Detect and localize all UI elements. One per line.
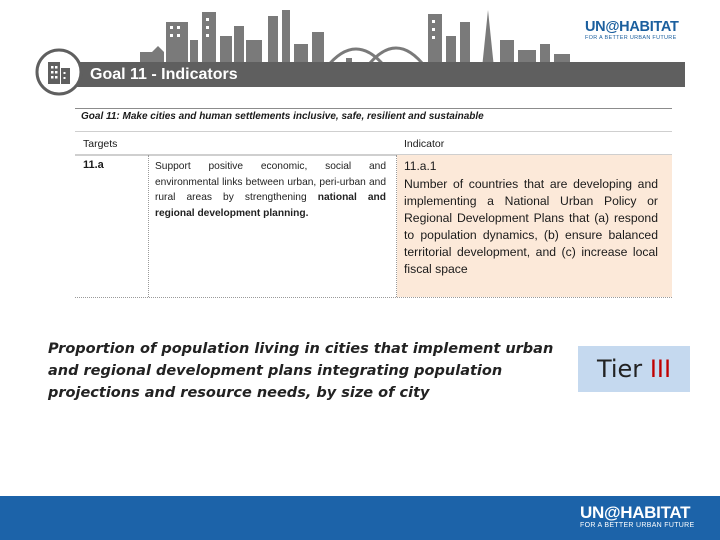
column-separator: [148, 155, 149, 297]
target-text: Support positive economic, social and environmental links between urban, peri-urban and rural areas by strengthening: [155, 161, 386, 203]
table-bottom-border: [75, 297, 672, 298]
indicator-id: 11.a.1: [404, 159, 437, 173]
column-header-targets: Targets: [83, 138, 118, 150]
footer-logo-tagline: FOR A BETTER URBAN FUTURE: [580, 522, 695, 529]
target-id: 11.a: [83, 159, 104, 171]
proportion-statement: Proportion of population living in cities that implement urban and regional development plans integrating population projections and resource needs, by size of city: [48, 341, 554, 401]
target-text-emphasis: national and regional development planning.: [155, 192, 386, 219]
target-description: [155, 159, 386, 221]
footer-logo-name: UN@HABITAT: [580, 503, 691, 522]
logo-tagline: FOR A BETTER URBAN FUTURE: [585, 35, 677, 41]
column-header-indicator: Indicator: [404, 138, 445, 150]
un-habitat-footer-logo: [580, 504, 710, 529]
logo-name: UN@HABITAT: [585, 19, 679, 35]
table-divider: [75, 131, 672, 132]
indicator-description: Number of countries that are developing and implementing a National Urban Policy or Regional Development Plans that (a) respond to population dynamics, (b) ensure balanced territorial development, and (c) increase local fiscal space: [404, 177, 658, 276]
tier-number: III: [649, 355, 672, 383]
page-title: Goal 11 - Indicators: [90, 66, 238, 83]
column-separator: [396, 155, 397, 297]
goal-statement: Goal 11: Make cities and human settlements inclusive, safe, resilient and sustainable: [81, 111, 484, 122]
table-top-border: [75, 108, 672, 109]
city-building-icon: [35, 48, 83, 96]
tier-label: Tier: [596, 355, 643, 383]
un-habitat-logo: [585, 20, 690, 41]
tier-badge: [578, 346, 690, 392]
city-skyline-graphic: [130, 10, 575, 68]
